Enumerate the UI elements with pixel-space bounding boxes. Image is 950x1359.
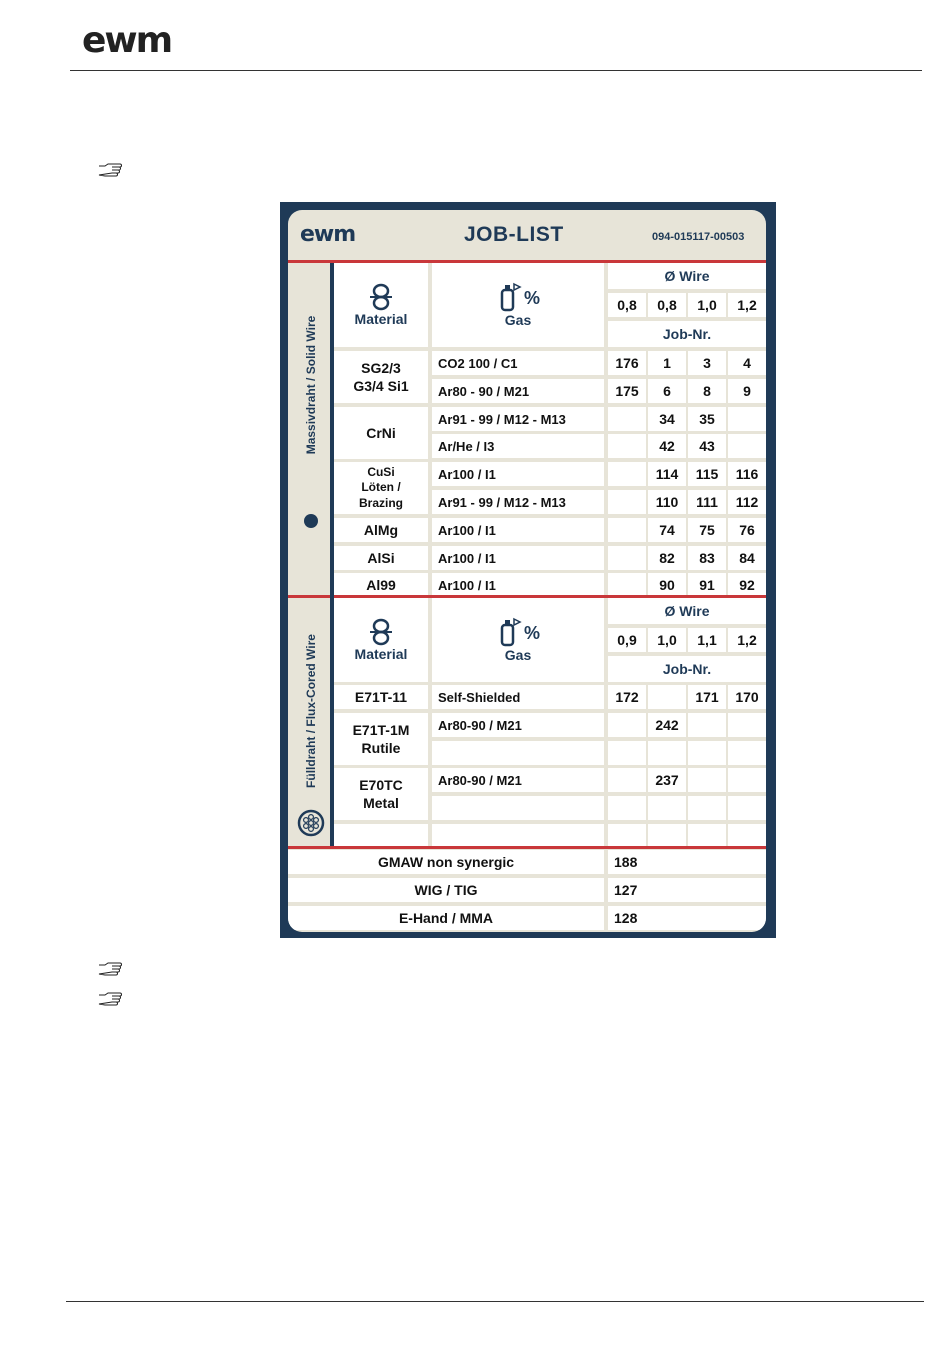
- job-number-cell: [608, 407, 646, 431]
- job-number-cell: 84: [728, 546, 766, 570]
- gas-header: % Gas: [432, 263, 604, 347]
- job-number-cell: [608, 741, 646, 765]
- job-number-cell: 242: [648, 713, 686, 737]
- job-number-cell: [608, 462, 646, 486]
- job-number-cell: [728, 796, 766, 820]
- job-number-cell: [728, 824, 766, 848]
- part-number: 094-015117-00503: [652, 231, 745, 243]
- flux-wire-diameter-header: Ø Wire: [608, 598, 766, 624]
- job-number-cell: 170: [728, 685, 766, 709]
- job-number-cell: 175: [608, 379, 646, 403]
- gas-cell: [432, 741, 604, 765]
- job-number-cell: 92: [728, 573, 766, 597]
- job-number-cell: 42: [648, 434, 686, 458]
- gas-cell: Ar100 / I1: [432, 518, 604, 542]
- job-number-cell: [728, 741, 766, 765]
- job-number-cell: [608, 768, 646, 792]
- solid-wire-dot-icon: [304, 514, 318, 528]
- wire-diameter-cell: 0,8: [648, 293, 686, 317]
- gas-cell: Ar/He / I3: [432, 434, 604, 458]
- job-number-cell: 43: [688, 434, 726, 458]
- process-label-cell: WIG / TIG: [288, 878, 604, 902]
- solid-wire-label: Massivdraht / Solid Wire: [304, 315, 318, 455]
- job-list-card: [288, 210, 766, 932]
- wire-diameter-cell: 1,2: [728, 628, 766, 652]
- material-cell: SG2/3 G3/4 Si1: [334, 351, 428, 403]
- material-cell: E71T-1M Rutile: [334, 713, 428, 765]
- material-cell: Al99: [334, 573, 428, 597]
- material-cell: AlMg: [334, 518, 428, 542]
- job-number-cell: [608, 713, 646, 737]
- job-list-title: JOB-LIST: [464, 223, 564, 246]
- job-number-cell: [648, 741, 686, 765]
- job-number-header: Job-Nr.: [608, 321, 766, 347]
- job-number-cell: 3: [688, 351, 726, 375]
- gas-cell: Ar80-90 / M21: [432, 713, 604, 737]
- wire-diameter-cell: 0,9: [608, 628, 646, 652]
- bottom-divider: [288, 846, 766, 849]
- job-number-cell: 4: [728, 351, 766, 375]
- wire-diameter-cell: 1,0: [648, 628, 686, 652]
- process-job-cell: 128: [608, 906, 766, 930]
- gas-cylinder-icon: [496, 282, 524, 312]
- job-number-cell: 116: [728, 462, 766, 486]
- wire-diameter-header: Ø Wire: [608, 263, 766, 289]
- job-number-cell: 9: [728, 379, 766, 403]
- gas-cell: Ar91 - 99 / M12 - M13: [432, 490, 604, 514]
- job-number-cell: [728, 434, 766, 458]
- wire-diameter-cell: 1,0: [688, 293, 726, 317]
- job-number-cell: [608, 824, 646, 848]
- job-number-cell: [728, 407, 766, 431]
- job-number-cell: 75: [688, 518, 726, 542]
- job-number-cell: [648, 824, 686, 848]
- job-number-cell: 74: [648, 518, 686, 542]
- wire-spool-icon: [368, 283, 394, 311]
- job-number-cell: 1: [648, 351, 686, 375]
- wire-diameter-cell: 1,1: [688, 628, 726, 652]
- gas-cell: [432, 796, 604, 820]
- gas-cell: Ar80-90 / M21: [432, 768, 604, 792]
- header-rule: [70, 70, 922, 71]
- job-number-cell: [608, 796, 646, 820]
- job-number-cell: [728, 768, 766, 792]
- job-number-cell: 114: [648, 462, 686, 486]
- job-number-cell: [608, 546, 646, 570]
- wire-diameter-cell: 1,2: [728, 293, 766, 317]
- job-number-cell: [608, 573, 646, 597]
- job-number-cell: 34: [648, 407, 686, 431]
- material-cell: [334, 824, 428, 848]
- job-number-cell: 82: [648, 546, 686, 570]
- job-number-cell: [728, 713, 766, 737]
- job-number-cell: 111: [688, 490, 726, 514]
- job-number-cell: 172: [608, 685, 646, 709]
- job-number-cell: [688, 824, 726, 848]
- gas-cell: Ar100 / I1: [432, 573, 604, 597]
- side-separator: [330, 263, 334, 846]
- gas-cell: Self-Shielded: [432, 685, 604, 709]
- job-number-cell: 76: [728, 518, 766, 542]
- material-cell: AlSi: [334, 546, 428, 570]
- gas-cell: CO2 100 / C1: [432, 351, 604, 375]
- gas-cell: Ar100 / I1: [432, 462, 604, 486]
- job-number-cell: 8: [688, 379, 726, 403]
- gas-cylinder-icon: [496, 617, 524, 647]
- material-cell: CrNi: [334, 407, 428, 459]
- job-number-cell: [688, 741, 726, 765]
- job-number-cell: [608, 434, 646, 458]
- material-cell: CuSi Löten / Brazing: [334, 462, 428, 514]
- flux-wire-label: Fülldraht / Flux-Cored Wire: [304, 634, 318, 788]
- job-number-cell: 110: [648, 490, 686, 514]
- wire-diameter-cell: 0,8: [608, 293, 646, 317]
- job-number-cell: [608, 518, 646, 542]
- job-number-cell: [648, 685, 686, 709]
- flux-gas-header: % Gas: [432, 598, 604, 682]
- wire-spool-icon: [368, 618, 394, 646]
- job-number-cell: [648, 796, 686, 820]
- job-number-cell: 90: [648, 573, 686, 597]
- material-header: Material: [334, 263, 428, 347]
- gas-cell: [432, 824, 604, 848]
- job-number-cell: 115: [688, 462, 726, 486]
- flux-material-header: Material: [334, 598, 428, 682]
- gas-cell: Ar91 - 99 / M12 - M13: [432, 407, 604, 431]
- job-number-cell: [688, 768, 726, 792]
- job-list-plate: [280, 202, 776, 938]
- footer-rule: [66, 1301, 924, 1302]
- plate-logo: ewm: [300, 222, 356, 247]
- job-number-cell: [608, 490, 646, 514]
- process-label-cell: GMAW non synergic: [288, 850, 604, 874]
- job-number-cell: [688, 796, 726, 820]
- process-job-cell: 127: [608, 878, 766, 902]
- job-number-cell: 176: [608, 351, 646, 375]
- job-number-cell: 35: [688, 407, 726, 431]
- material-cell: E71T-11: [334, 685, 428, 709]
- pointing-hand-icon: [98, 992, 124, 1006]
- job-number-cell: 237: [648, 768, 686, 792]
- pointing-hand-icon: [98, 962, 124, 976]
- gas-cell: Ar100 / I1: [432, 546, 604, 570]
- process-job-cell: 188: [608, 850, 766, 874]
- pointing-hand-icon: [98, 163, 124, 177]
- gas-cell: Ar80 - 90 / M21: [432, 379, 604, 403]
- job-number-cell: 6: [648, 379, 686, 403]
- brand-logo: ewm: [82, 20, 172, 61]
- job-number-cell: 83: [688, 546, 726, 570]
- job-number-cell: 171: [688, 685, 726, 709]
- job-number-cell: 91: [688, 573, 726, 597]
- flux-job-number-header: Job-Nr.: [608, 656, 766, 682]
- material-cell: E70TC Metal: [334, 768, 428, 820]
- process-label-cell: E-Hand / MMA: [288, 906, 604, 930]
- job-number-cell: [688, 713, 726, 737]
- flux-wire-cross-section-icon: [295, 807, 327, 839]
- job-number-cell: 112: [728, 490, 766, 514]
